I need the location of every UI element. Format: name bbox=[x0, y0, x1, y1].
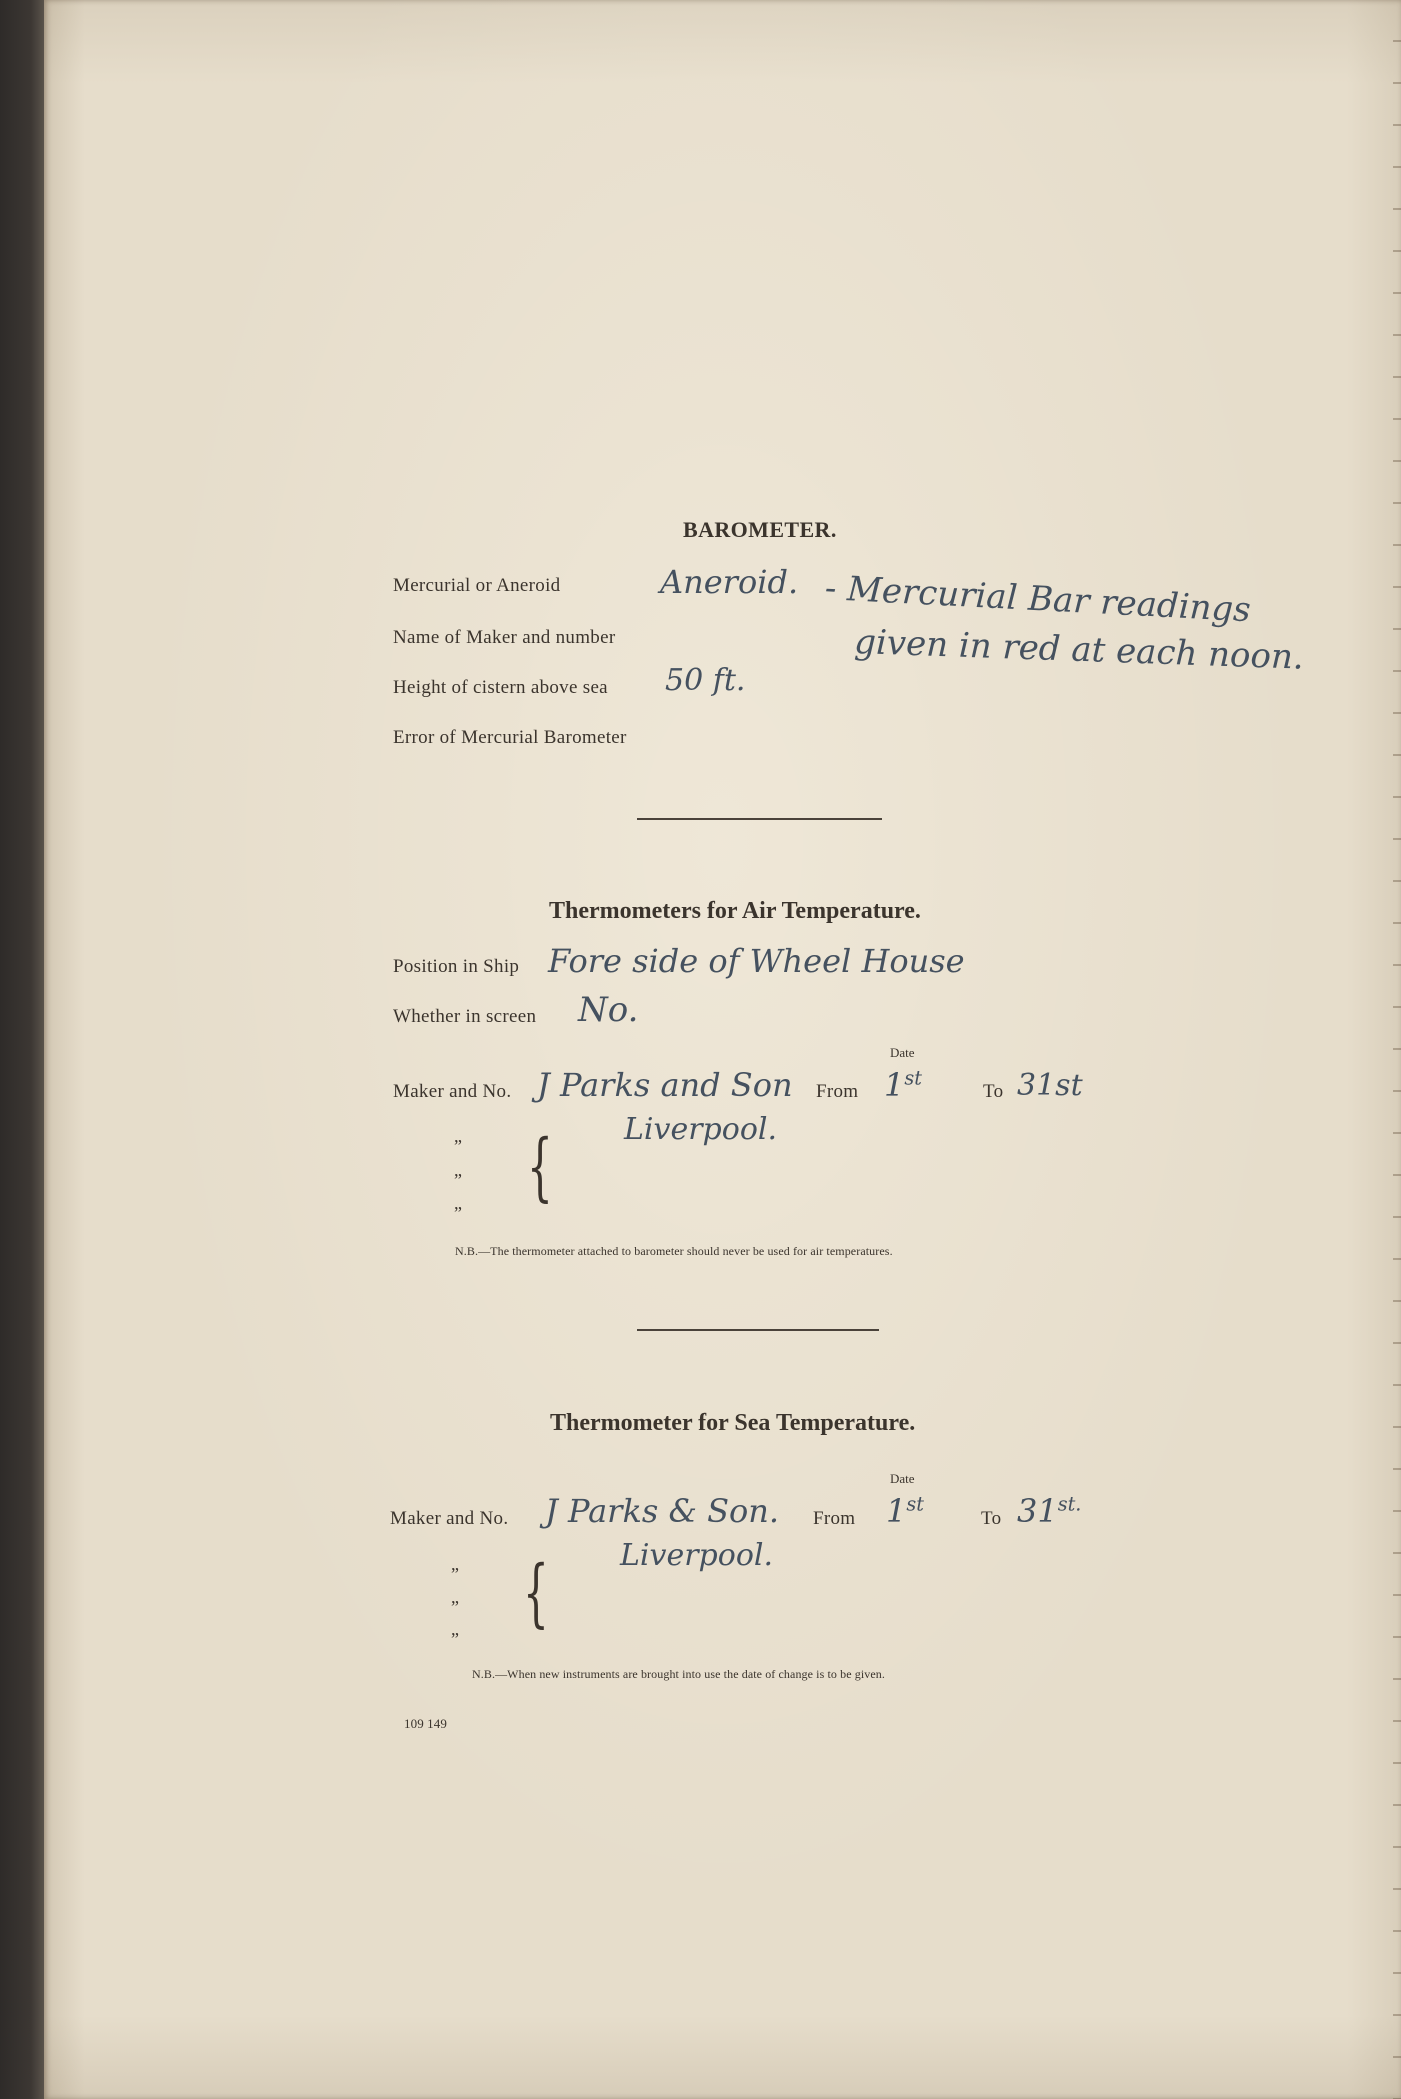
air-note: N.B.—The thermometer attached to barometer should never be used for air temperatures. bbox=[455, 1244, 893, 1258]
air-to-label: To bbox=[983, 1081, 1004, 1102]
sea-ditto-1: ” bbox=[451, 1564, 459, 1584]
section-divider-2 bbox=[637, 1329, 879, 1331]
sea-from-value: 1st bbox=[886, 1492, 924, 1530]
air-maker-value-line1: J Parks and Son bbox=[537, 1066, 793, 1104]
register-page bbox=[44, 0, 1401, 2099]
sea-to-label: To bbox=[981, 1508, 1002, 1529]
sea-brace: { bbox=[523, 1550, 549, 1636]
barometer-side-note-line2: given in red at each noon. bbox=[853, 622, 1305, 678]
air-from-value: 1st bbox=[884, 1066, 922, 1104]
barometer-type-value: Aneroid. bbox=[660, 563, 799, 601]
sea-maker-label: Maker and No. bbox=[390, 1508, 509, 1529]
page-edge bbox=[1393, 0, 1401, 2099]
air-to-value: 31st bbox=[1017, 1068, 1083, 1103]
air-screen-label: Whether in screen bbox=[393, 1006, 537, 1027]
sea-ditto-2: ” bbox=[451, 1597, 459, 1617]
barometer-height-label: Height of cistern above sea bbox=[393, 677, 608, 698]
barometer-type-label: Mercurial or Aneroid bbox=[393, 575, 561, 596]
barometer-title: BAROMETER. bbox=[683, 517, 837, 542]
sea-maker-value-line2: Liverpool. bbox=[620, 1538, 774, 1573]
section-divider-1 bbox=[637, 818, 882, 820]
air-maker-label: Maker and No. bbox=[393, 1081, 512, 1102]
form-number: 109 149 bbox=[404, 1716, 447, 1731]
sea-thermometer-title: Thermometer for Sea Temperature. bbox=[550, 1410, 916, 1436]
air-ditto-3: ” bbox=[454, 1203, 462, 1223]
sea-ditto-3: ” bbox=[451, 1629, 459, 1649]
air-thermometer-title: Thermometers for Air Temperature. bbox=[549, 898, 921, 924]
sea-note: N.B.—When new instruments are brought into use the date of change is to be given. bbox=[472, 1667, 885, 1681]
barometer-maker-label: Name of Maker and number bbox=[393, 627, 616, 648]
air-screen-value: No. bbox=[578, 990, 639, 1030]
sea-maker-value-line1: J Parks & Son. bbox=[545, 1492, 780, 1530]
barometer-error-label: Error of Mercurial Barometer bbox=[393, 727, 627, 748]
barometer-height-value: 50 ft. bbox=[665, 663, 746, 698]
air-position-label: Position in Ship bbox=[393, 956, 520, 977]
barometer-side-note-line1: - Mercurial Bar readings bbox=[823, 568, 1252, 631]
air-maker-value-line2: Liverpool. bbox=[624, 1112, 778, 1147]
sea-date-label: Date bbox=[890, 1471, 915, 1486]
air-position-value: Fore side of Wheel House bbox=[548, 942, 965, 980]
air-date-label: Date bbox=[890, 1045, 915, 1060]
air-ditto-2: ” bbox=[454, 1170, 462, 1190]
air-from-label: From bbox=[816, 1081, 859, 1102]
sea-from-label: From bbox=[813, 1508, 856, 1529]
air-brace: { bbox=[527, 1124, 553, 1210]
book-spine bbox=[0, 0, 44, 2099]
sea-to-value: $31^{st.}$ bbox=[1017, 1492, 1082, 1530]
air-ditto-1: ” bbox=[454, 1136, 462, 1156]
